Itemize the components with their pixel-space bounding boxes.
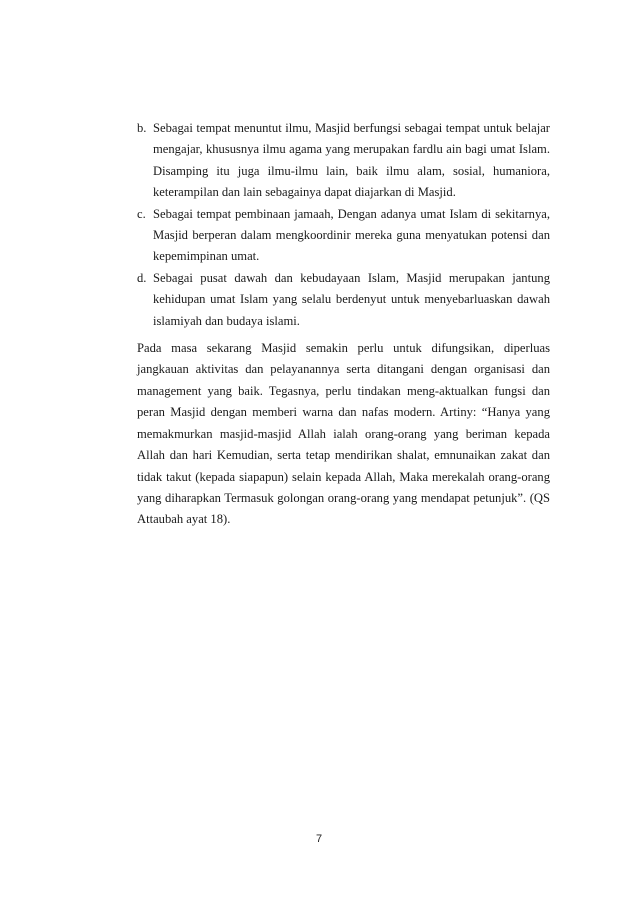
list-marker: b. (137, 121, 147, 135)
page-number: 7 (315, 833, 323, 845)
body-paragraph: Pada masa sekarang Masjid semakin perlu untuk difungsikan, diperluas jangkauan aktivitas dan pelayanannya serta ditangani dengan organisasi dan management yang baik. Tegasnya, perlu tindakan meng-aktualkan fungsi dan peran Masjid dengan memberi warna dan nafas modern. Artiny: “Hanya yang memakmurkan masjid-masjid Allah ialah orang-orang yang beriman kepada Allah dan hari Kemudian, serta tetap mendirikan shalat, emnunaikan zakat dan tidak takut (kepada siapapun) selain kepada Allah, Maka merekalah orang-orang yang diharapkan Termasuk golongan orang-orang yang mendapat petunjuk”. (QS Attaubah ayat 18). (137, 341, 550, 527)
list-item-text: Sebagai pusat dawah dan kebudayaan Islam, Masjid merupakan jantung kehidupan umat Islam yang selalu berdenyut untuk menyebarluaskan dawah islamiyah dan budaya islami. (153, 270, 550, 328)
list-marker: c. (137, 206, 146, 221)
page-content (137, 118, 550, 543)
list-marker: d. (137, 270, 147, 285)
list-item-text: Sebagai tempat pembinaan jamaah, Dengan adanya umat Islam di sekitarnya, Masjid berperan dalam mengkoordinir mereka guna menyatukan potensi dan kepemimpinan umat. (153, 206, 550, 264)
list-item-text: Sebagai tempat menuntut ilmu, Masjid berfungsi sebagai tempat untuk belajar mengajar, khususnya ilmu agama yang merupakan fardlu ain bagi umat Islam. Disamping itu juga ilmu-ilmu lain, baik ilmu alam, sosial, humaniora, keterampilan dan lain sebagainya dapat diajarkan di Masjid. (153, 121, 550, 200)
list-item-c (137, 204, 550, 268)
list-item-d (137, 268, 550, 332)
list-item-b (137, 118, 550, 204)
